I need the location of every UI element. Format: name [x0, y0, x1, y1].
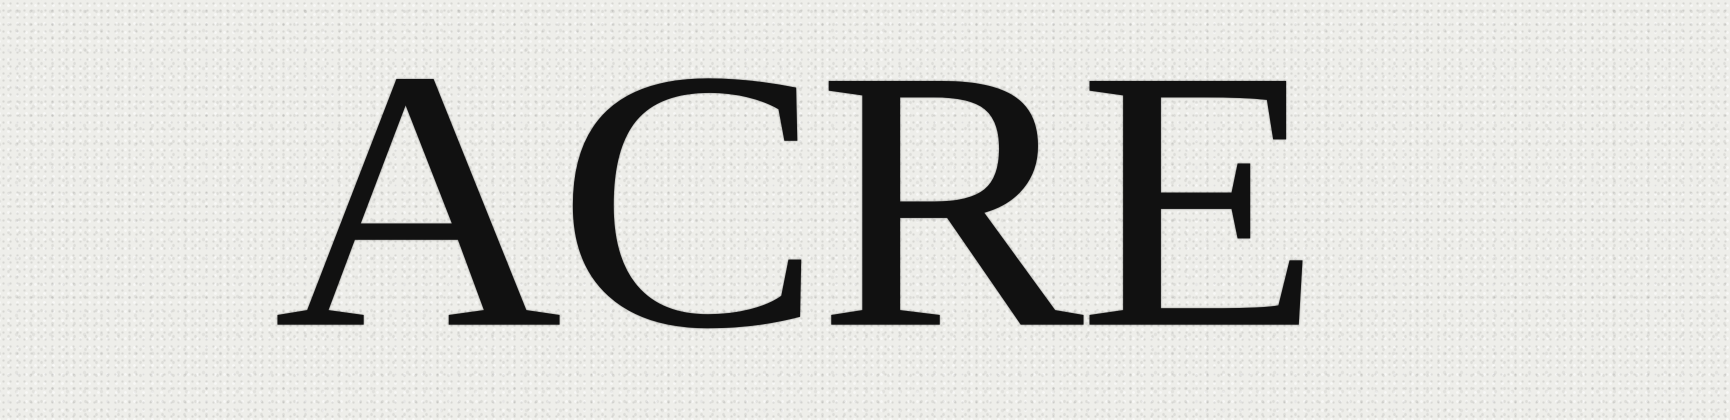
printed-word: ACRE [273, 0, 1317, 406]
